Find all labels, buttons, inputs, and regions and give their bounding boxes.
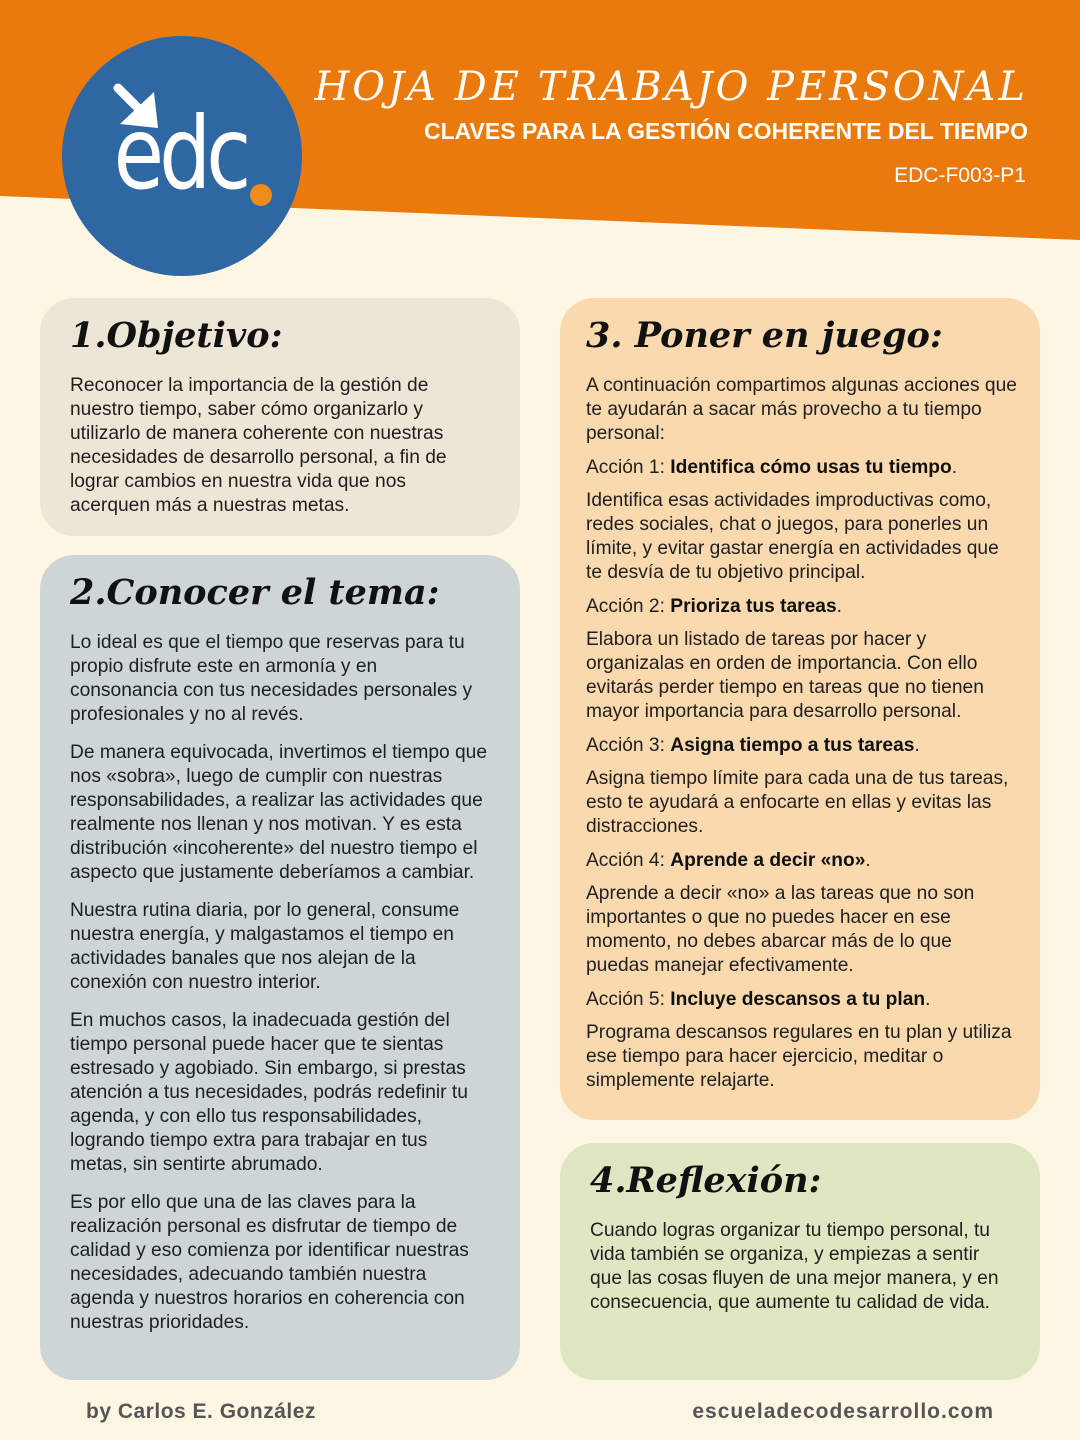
- action-5-text: Programa descansos regulares en tu plan y utiliza ese tiempo para hacer ejercicio, meditar o simplemente relajarte.: [586, 1021, 1012, 1091]
- action-title: Incluye descansos a tu plan: [670, 988, 926, 1010]
- paragraph: En muchos casos, la inadecuada gestión del tiempo personal puede hacer que te sientas estresado y agobiado. Sin embargo, si prestas atención a tus necesidades, podrás redefinir tu agenda, y con ello tus responsabilidades, logrando tiempo extra para trabajar en tus metas, sin sentirte abrumado.: [70, 1009, 468, 1175]
- footer-website-link[interactable]: escueladecodesarrollo.com: [692, 1400, 994, 1423]
- action-5-line: [586, 988, 1018, 1012]
- document-code: EDC-F003-P1: [894, 164, 1026, 187]
- logo-dot: [250, 184, 272, 206]
- action-end: .: [836, 595, 842, 617]
- paragraph: Reconocer la importancia de la gestión de nuestro tiempo, saber cómo organizarlo y utilizarlo de manera coherente con nuestras necesidades de desarrollo personal, a fin de lograr cambios en nuestra vida que nos acerquen más a nuestras metas.: [70, 374, 447, 516]
- paragraph: Lo ideal es que el tiempo que reservas para tu propio disfrute este en armonía y en consonancia con tus necesidades personales y profesionales y no al revés.: [70, 631, 473, 725]
- action-title: Prioriza tus tareas: [670, 595, 837, 617]
- action-3-text: Asigna tiempo límite para cada una de tus tareas, esto te ayudará a enfocarte en ellas y evitas las distracciones.: [586, 767, 1009, 837]
- action-label: Acción 2:: [586, 595, 671, 617]
- action-end: .: [865, 849, 871, 871]
- action-1-text: Identifica esas actividades improductivas como, redes sociales, chat o juegos, para ponerles un límite, y evitar gastar energía en actividades que te desvía de tu objetivo principal.: [586, 489, 999, 583]
- section-heading: 4.Reflexión:: [590, 1160, 822, 1201]
- action-4-text: Aprende a decir «no» a las tareas que no son importantes o que no puedes hacer en ese momento, no debes abarcar más de lo que puedas manejar efectivamente.: [586, 882, 975, 976]
- reflexion-card: [560, 1143, 1040, 1380]
- edc-logo: [62, 36, 302, 276]
- section-heading: 3. Poner en juego:: [586, 315, 943, 356]
- poner-en-juego-card: [560, 298, 1040, 1120]
- page-title: HOJA DE TRABAJO PERSONAL: [314, 64, 1028, 110]
- action-label: Acción 5:: [586, 988, 671, 1010]
- intro-paragraph: A continuación compartimos algunas acciones que te ayudarán a sacar más provecho a tu tiempo personal:: [586, 374, 1017, 444]
- action-label: Acción 1:: [586, 456, 671, 478]
- objetivo-card: [40, 298, 520, 536]
- action-title: Identifica cómo usas tu tiempo: [670, 456, 952, 478]
- page-subtitle: CLAVES PARA LA GESTIÓN COHERENTE DEL TIEMPO: [423, 118, 1028, 144]
- paragraph: Es por ello que una de las claves para la realización personal es disfrutar de tiempo de calidad y eso comienza por identificar nuestras necesidades, adecuando también nuestra agenda y nuestros horarios en coherencia con nuestras prioridades.: [70, 1191, 469, 1333]
- action-1-line: [586, 456, 1018, 480]
- paragraph: De manera equivocada, invertimos el tiempo que nos «sobra», luego de cumplir con nuestras responsabilidades, a realizar las actividades que realmente nos llenan y nos motivan. Y es esta distribución «incoherente» del nuestro tiempo el aspecto que justamente deberíamos a cambiar.: [70, 741, 488, 883]
- paragraph: Cuando logras organizar tu tiempo personal, tu vida también se organiza, y empiezas a sentir que las cosas fluyen de una mejor manera, y en consecuencia, que aumente tu calidad de vida.: [590, 1219, 999, 1313]
- action-title: Asigna tiempo a tus tareas: [670, 734, 915, 756]
- action-2-line: [586, 595, 1018, 619]
- action-title: Aprende a decir «no»: [670, 849, 866, 871]
- action-2-text: Elabora un listado de tareas por hacer y organizalas en orden de importancia. Con ello evitarás perder tiempo en tareas que no tienen mayor importancia para desarrollo personal.: [586, 628, 984, 722]
- action-label: Acción 3:: [586, 734, 671, 756]
- logo-text: edc: [113, 95, 247, 212]
- action-3-line: [586, 734, 1018, 758]
- action-end: .: [914, 734, 920, 756]
- section-heading: 1.Objetivo:: [70, 315, 283, 356]
- action-end: .: [951, 456, 958, 478]
- action-label: Acción 4:: [586, 849, 671, 871]
- section-heading: 2.Conocer el tema:: [70, 572, 440, 613]
- conocer-card: [40, 555, 520, 1380]
- action-4-line: [586, 849, 1018, 873]
- paragraph: Nuestra rutina diaria, por lo general, consume nuestra energía, y malgastamos el tiempo en actividades banales que nos alejan de la conexión con nuestro interior.: [70, 899, 460, 993]
- action-end: .: [925, 988, 931, 1010]
- footer-author: by Carlos E. González: [86, 1400, 316, 1423]
